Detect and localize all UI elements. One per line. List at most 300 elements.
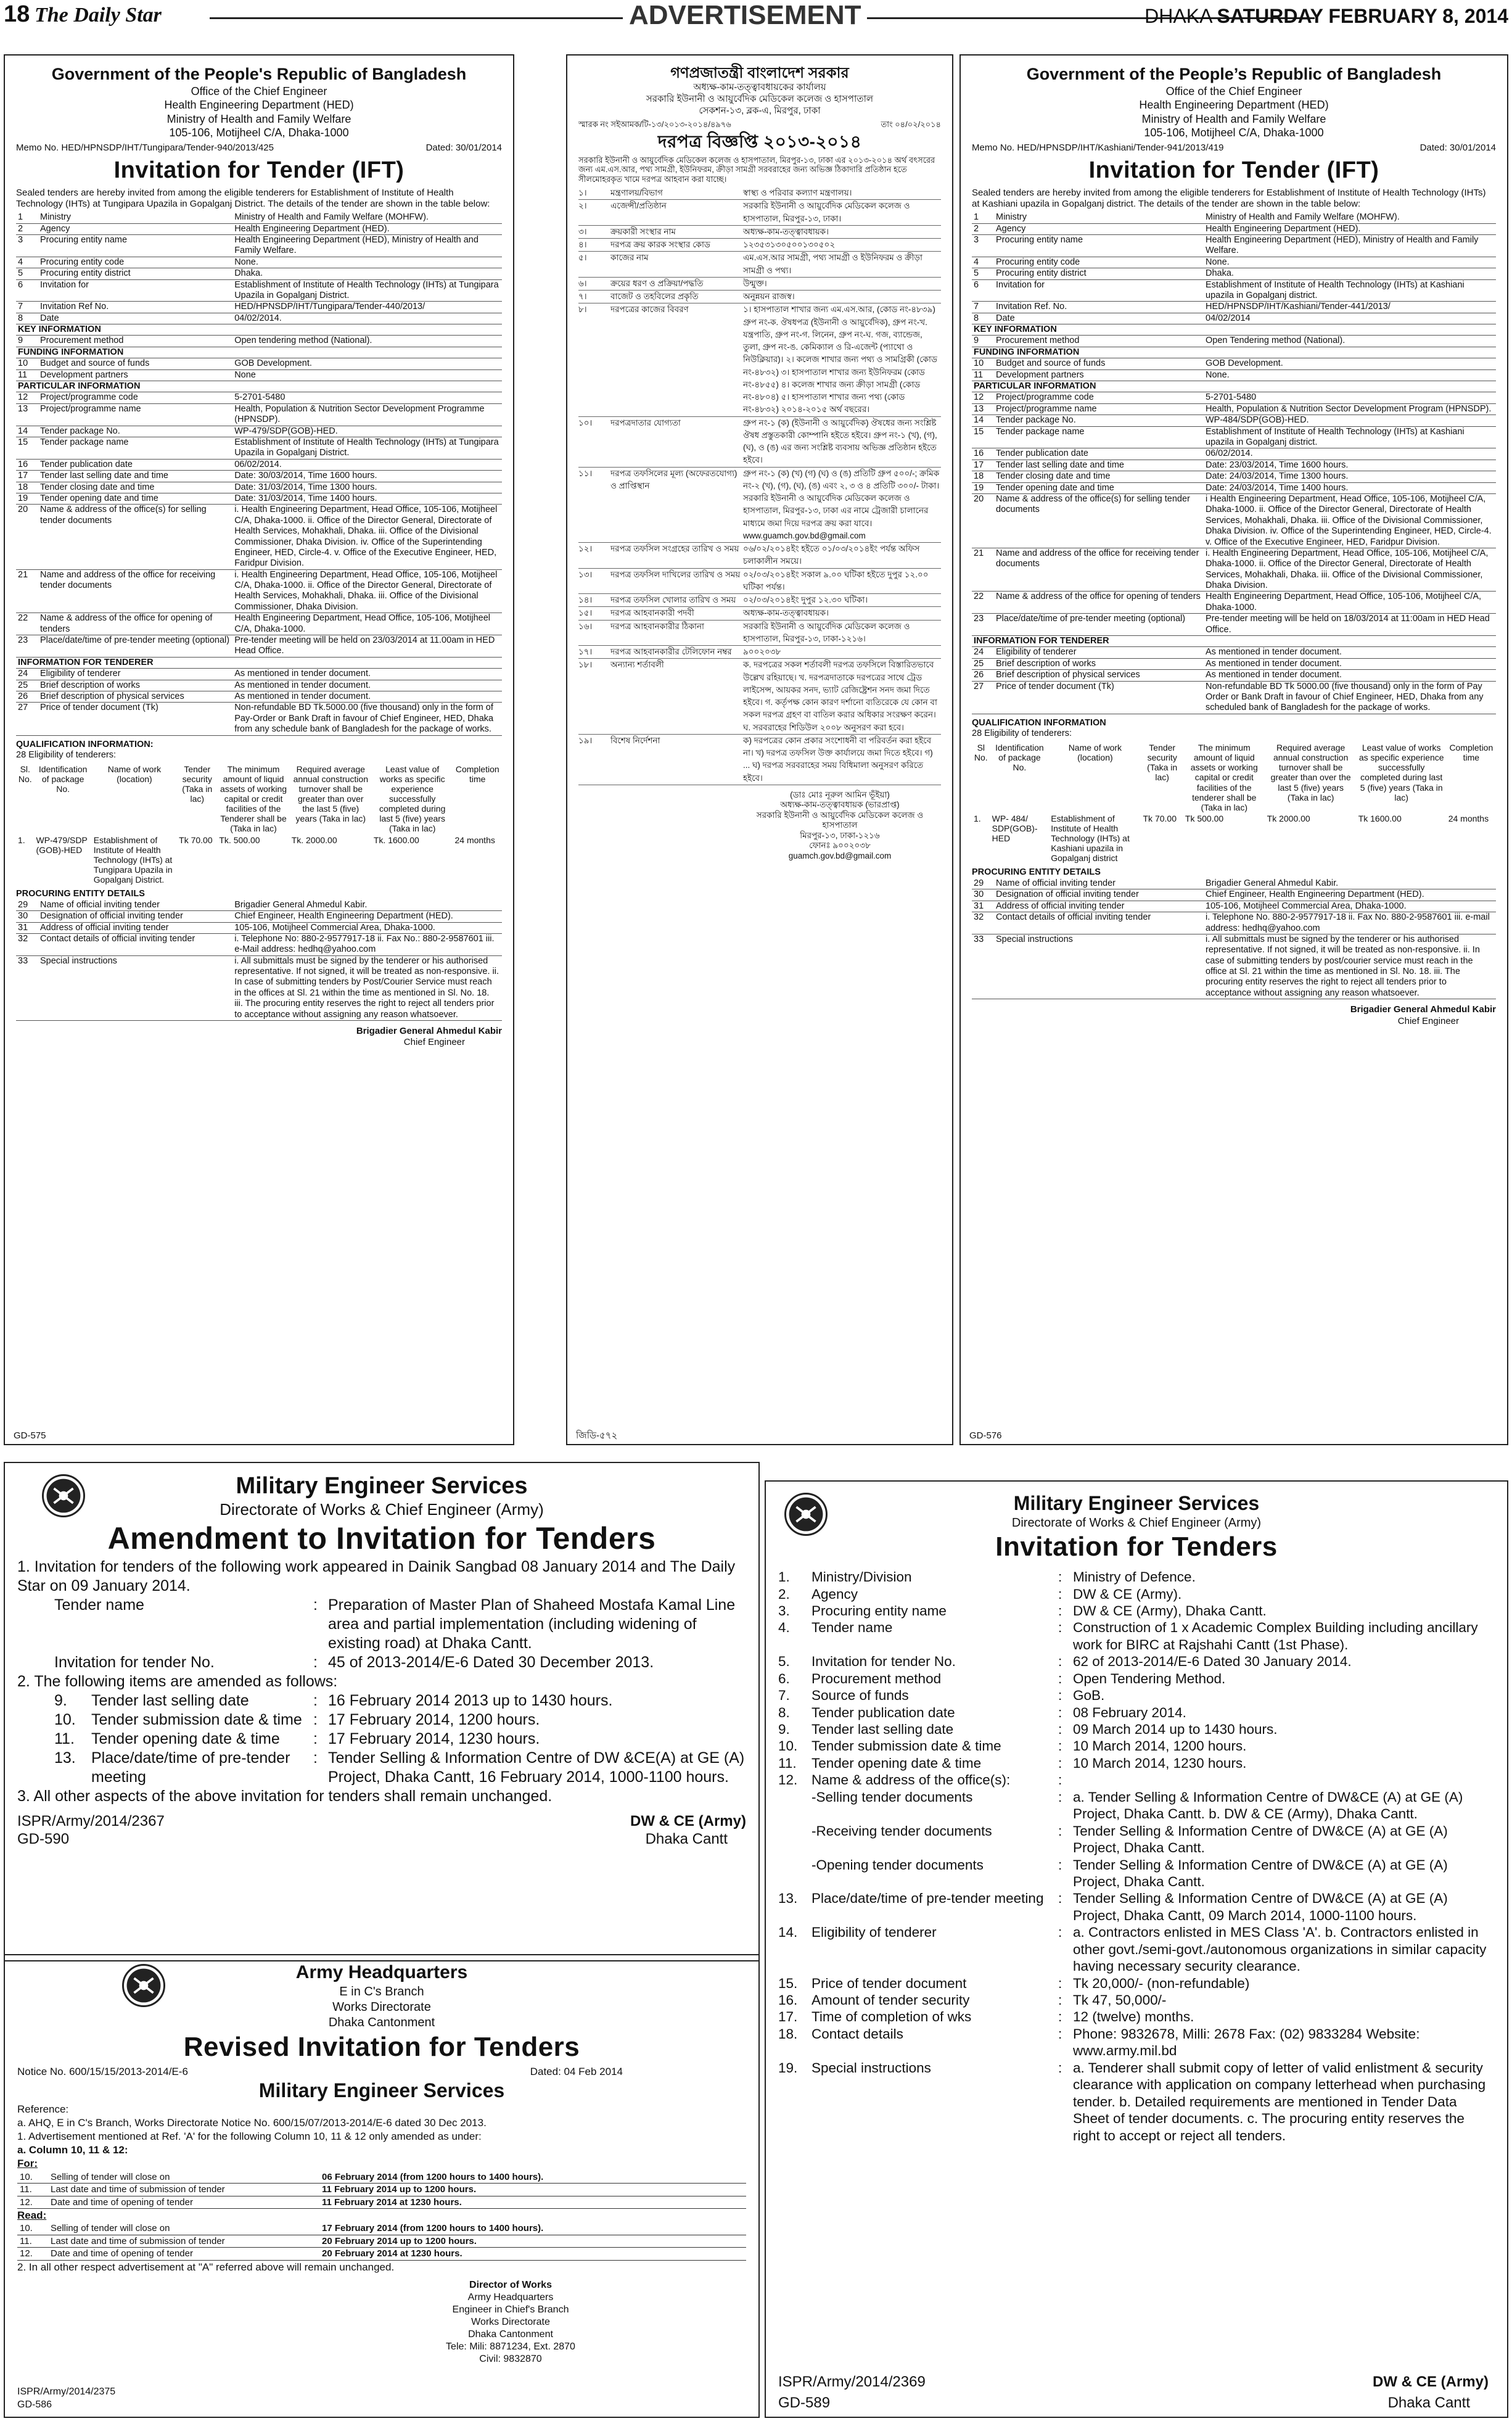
row-label: Name & address of the office(s) for selling tender documents [38,505,232,569]
item-number: 3. [778,1602,790,1619]
ad5-signature: Director of Works Army Headquarters Engineer in Chief's Branch Works Directorate Dhaka Cantonment Tele: Mili: 8871234, Ext. 2870 Civil: 9832870 [446,2279,575,2364]
item-label: Tender name [811,1620,893,1636]
item-label: দরপত্র তফসিল খোলার তারিখ ও সময় [610,595,736,605]
ad5-footer: ISPR/Army/2014/2375 GD-586 [17,2386,116,2411]
item-value: 17 February 2014, 1200 hours. [328,1711,540,1729]
row-label: Contact details of official inviting tender [38,933,232,955]
item-number: 13. [54,1749,76,1767]
item-number: 4. [778,1620,790,1636]
row-label: Procurement method [38,336,232,347]
row-value: i. Telephone No: 880-2-9577917-18 ii. Fax No.: 880-2-9587601 iii. e-Mail address: hedhq@yahoo.com [232,933,502,955]
section-heading: KEY INFORMATION [16,324,502,336]
row-number: 16 [972,448,994,460]
ad5-sub: Military Engineer Services [258,2079,505,2101]
row-value: Health, Population & Nutrition Sector Development Programme (HPNSDP). [232,403,502,426]
item-number: ৮। [578,305,587,315]
row-number: 1 [16,212,38,223]
qual-header-row [972,742,1496,813]
issue-date: DHAKA SATURDAY FEBRUARY 8, 2014 [1144,5,1508,27]
table-row [16,493,502,504]
row-number: 27 [972,681,994,714]
row-number: 17 [972,460,994,471]
row-label: Brief description of physical services [38,691,232,702]
item-colon: : [313,1730,318,1748]
row-value: GOB Development. [232,358,502,369]
table-row [972,681,1496,714]
list-item [578,200,941,226]
row-value: 20 February 2014 at 1230 hours. [319,2248,746,2261]
table-row [16,505,502,569]
ift-item [778,1586,1495,1602]
table-row [17,2235,746,2248]
list-item [578,252,941,278]
ad1-qual-28: 28 Eligibility of tenderers: [16,750,116,761]
item-label: কাজের নাম [610,253,649,263]
ad1-signer: Brigadier General Ahmedul Kabir [356,1026,502,1037]
row-number: 23 [972,614,994,636]
ad1-intro: Sealed tenders are hereby invited from among the eligible tenderers for Establishment of Institute of Health Technology (IHTs) at Tungipara Upazila in Gopalganj District. The details of the tender are shown in the table below: [16,187,490,209]
ad3-procuring-table [972,878,1496,999]
row-number: 33 [16,955,38,1020]
row-number: 2 [16,223,38,234]
item-value: Construction of 1 x Academic Complex Building including ancillary work for BIRC at Rajshahi Cantt (1st Phase). [1073,1620,1478,1652]
item-colon: : [1058,1789,1062,1805]
ift-item [778,1992,1495,2008]
item-label: Tender submission date & time [811,1738,1001,1754]
row-value: As mentioned in tender document. [232,691,502,702]
row-label: Tender last selling date and time [38,471,232,482]
item-label: Tender opening date & time [811,1755,982,1771]
ad3-sub1: Office of the Chief Engineer [1165,85,1302,97]
row-label: Project/programme name [38,403,232,426]
item-value: Ministry of Defence. [1073,1569,1196,1585]
list-item [578,187,941,200]
ad3-sub4: 105-106, Motijheel C/A, Dhaka-1000 [1144,126,1324,139]
row-value: Brigadier General Ahmedul Kabir. [232,900,502,911]
row-number: 26 [972,670,994,681]
table-row [16,691,502,702]
qual-cell: Tk 500.00 [1185,813,1224,823]
item-colon: : [313,1749,318,1767]
item-value: ৯০০২০৩৮ [743,647,781,657]
ad4-title: Military Engineer Services [236,1473,528,1499]
army-emblem-icon [122,1964,165,2007]
item-colon: : [1058,2009,1062,2025]
item-label: Tender last selling date [811,1722,954,1738]
table-row [16,933,502,955]
row-number: 1 [972,212,994,223]
list-item [578,607,941,620]
row-label: Agency [994,223,1204,234]
row-number: 19 [972,482,994,493]
qual-cell: Establishment of Institute of Health Technology (IHTs) at Tungipara Upazila in Gopalganj District. [93,835,173,885]
row-value: Health Engineering Department (HED), Ministry of Health and Family Welfare. [232,234,502,257]
item-label: Special instructions [811,2060,931,2076]
item-colon: : [313,1711,318,1729]
table-row [16,471,502,482]
item-label: -Selling tender documents [811,1789,973,1805]
item-value: সরকারি ইউনানী ও আয়ুর্বেদিক মেডিকেল কলেজ ও হাসপাতাল, মিরপুর-১৩, ঢাকা-১২১৬। [743,621,910,643]
row-label: Name of official inviting tender [994,878,1204,889]
item-label: Tender publication date [811,1704,955,1720]
row-value: Date: 30/03/2014, Time 1600 hours. [232,471,502,482]
item-number: ১৫। [578,608,593,618]
item-number: ১৭। [578,647,593,657]
row-label: Invitation for [38,279,232,302]
ad2-signature: (ডাঃ মোঃ নূরুল আমিন ভূঁইয়া) অধ্যক্ষ-কাম-তত্ত্বাবধায়ক (ভারপ্রাপ্ত) সরকারি ইউনানী ও আয়ুর্বেদিক মেডিকেল কলেজ ও হাসপাতাল মিরপুর-১৩, ঢাকা-১২১৬ ফোনঃ ৯০০২০৩৮ guamch.gov.bd@gmail.com [756,790,924,860]
table-row [972,636,1496,647]
row-value: Establishment of Institute of Health Technology (IHTs) at Tungipara Upazila in Gopalganj District. [232,279,502,302]
row-number: 20 [16,505,38,569]
item-label: Tender submission date & time [91,1711,302,1729]
item-number: 16. [778,1992,798,2008]
row-value: Health Engineering Department (HED). [1204,223,1496,234]
row-label: Selling of tender will close on [48,2171,319,2184]
item-colon: : [1058,1722,1062,1738]
item-value [1073,1771,1495,1788]
row-label: Tender package No. [38,426,232,437]
row-number: 13 [16,403,38,426]
qual-header: Sl No. [974,743,988,763]
item-number: ১৮। [578,660,593,670]
row-label: Tender closing date and time [38,482,232,493]
row-value: 11 February 2014 up to 1200 hours. [319,2184,746,2196]
ad5-s2: Works Directorate [332,2000,431,2014]
row-value: Chief Engineer, Health Engineering Department (HED). [232,911,502,922]
table-row [16,669,502,680]
item-value: Tk 47, 50,000/- [1073,1992,1167,2008]
row-value: Open Tendering method (National). [1204,336,1496,347]
ad3-qualification-table [972,742,1496,864]
table-row [17,2222,746,2235]
ad4-heading: Amendment to Invitation for Tenders [107,1521,656,1556]
ad1-heading: Invitation for Tender (IFT) [113,157,405,184]
row-label: Special instructions [38,955,232,1020]
item-label: দরপত্র তফসিল সংগ্রহের তারিখ ও সময় [610,544,739,554]
item-number: 10. [778,1738,798,1754]
table-row [16,403,502,426]
row-number: 11 [972,369,994,381]
ift-item [778,1687,1495,1704]
table-row [972,212,1496,223]
row-label: Name & address of the office for opening of tenders [38,613,232,635]
item-colon: : [313,1692,318,1710]
table-row [16,268,502,279]
row-number: 32 [16,933,38,955]
table-row [16,955,502,1020]
ad1-sub2: Health Engineering Department (HED) [164,99,354,112]
row-label: Tender last selling date and time [994,460,1204,471]
row-label: Procuring entity code [38,257,232,268]
item-colon: : [1058,1755,1062,1771]
item-colon: : [1058,1823,1062,1839]
row-number: 10 [16,358,38,369]
list-item [578,303,941,416]
row-value: WP-484/SDP(GOB)-HED. [1204,415,1496,426]
row-number: 20 [972,493,994,548]
item-number: 8. [778,1704,790,1720]
row-number: 9 [972,336,994,347]
item-value: 16 February 2014 2013 up to 1430 hours. [328,1692,613,1710]
page-number: 18 [4,1,30,27]
item-value: সরকারি ইউনানী ও আয়ুর্বেদিক মেডিকেল কলেজ ও হাসপাতাল, মিরপুর-১৩, ঢাকা। [743,201,910,223]
ad2-title: গণপ্রজাতন্ত্রী বাংলাদেশ সরকার [670,65,849,81]
row-value: None [232,369,502,381]
qual-header: Identification of package No. [995,743,1044,773]
row-label: Ministry [994,212,1204,223]
row-number: 18 [16,482,38,493]
item-label: দরপত্রের কাজের বিবরণ [610,305,689,315]
ad1-procuring-table [16,900,502,1021]
table-row [972,257,1496,268]
item-colon: : [1058,1586,1062,1602]
ift-item [778,1602,1495,1619]
ad5-title: Army Headquarters [295,1962,468,1982]
qual-cell: 24 months [454,835,495,845]
item-label: দরপত্র আহবানকারীর ঠিকানা [610,621,704,631]
table-row [972,347,1496,358]
row-value: As mentioned in tender document. [1204,670,1496,681]
ad1-sub1: Office of the Chief Engineer [191,85,327,97]
table-row [16,381,502,392]
item-label: ক্রয়ের ধরণ ও প্রক্রিয়া/পদ্ধতি [610,278,704,288]
qual-header: Completion time [1449,743,1494,763]
ad-army-hq-revised [4,1954,760,2418]
row-value: Open tendering method (National). [232,336,502,347]
row-label: Tender package No. [994,415,1204,426]
list-item [578,621,941,646]
qual-data-row [972,813,1496,864]
item-colon: : [1058,1738,1062,1754]
item-number [778,1823,811,1857]
item-spacer [17,1691,54,1710]
item-label: বিশেষ নির্দেশনা [610,735,660,745]
section-heading: INFORMATION FOR TENDERER [972,636,1496,647]
ift-item [778,1890,1495,1924]
ad5-for-table [17,2171,746,2209]
qual-cell: 1. [18,835,25,845]
row-value: GOB Development. [1204,358,1496,369]
item-colon: : [1058,1924,1062,1941]
item-number: 2. [778,1586,790,1602]
ift-item [778,1755,1495,1771]
item-value: অধ্যক্ষ-কাম-তত্ত্বাবধায়ক। [743,226,829,236]
item-value: 09 March 2014 up to 1430 hours. [1073,1722,1278,1738]
row-number: 32 [972,912,994,934]
item-value: Tender Selling & Information Centre of DW&CE (A) at GE (A) Project, Dhaka Cantt. [1073,1823,1448,1856]
row-value: 17 February 2014 (from 1200 hours to 1400 hours). [319,2222,746,2235]
row-value: Brigadier General Ahmedul Kabir. [1204,878,1496,889]
ad-mes-ift [765,1480,1508,2418]
item-label: অন্যান্য শর্তাবলী [610,660,664,670]
item-value: অনুন্নয়ন রাজস্ব। [743,292,795,302]
item-colon: : [1058,1602,1062,1619]
row-number: 21 [16,569,38,613]
ad3-code: GD-576 [969,1430,1002,1441]
item-number: ৪। [578,240,587,250]
item-number [778,1857,811,1891]
row-value: As mentioned in tender document. [1204,647,1496,658]
row-value: Date: 24/03/2014, Time 1300 hours. [1204,471,1496,482]
item-number: ২। [578,201,587,211]
ift-item [778,1771,1495,1788]
ad1-signer-title: Chief Engineer [403,1037,465,1048]
row-label: Invitation Ref. No. [994,302,1204,313]
ad1-sub4: 105-106, Motijheel C/A, Dhaka-1000 [169,126,349,139]
table-row [16,336,502,347]
item-label: Place/date/time of pre-tender meeting [811,1891,1044,1907]
table-row [17,2171,746,2184]
item-label: Price of tender document [811,1975,967,1991]
ift-item [778,1569,1495,1585]
ift-item [778,1704,1495,1721]
row-label: Budget and source of funds [994,358,1204,369]
qual-header: Tender security (Taka in lac) [182,764,213,804]
item-colon: : [1058,1992,1062,2008]
item-colon: : [1058,1688,1062,1704]
page-header [0,0,1512,31]
qual-header: The minimum amount of liquid assets or working capital or credit facilities of the tenderer shall be (Taka in lac) [1190,743,1258,812]
item-value: ক. দরপত্রের সকল শর্তাবলী দরপত্র তফসিলে বিস্তারিতভাবে উল্লেখ রহিয়াছে। খ. দরপত্রদাতাকে দরপত্রের সাথে ট্রেড লাইসেন্স, আয়কর সনদ, ভ্যাট রেজিষ্ট্রেশন সনদ জমা দিতে হইবে। গ. কর্তৃপক্ষ কোন কারণ দর্শানো ব্যতিরেকে যে কোন বা সকল দরপত্র গ্রহণ বা বাতিল করার অধিকার সংরক্ষণ করেন। ঘ. সরবরাহের শিডিউল ২০০৮ অনুসরণ করা হবে। [743,660,937,732]
item-number: ১৬। [578,621,593,631]
row-value: Establishment of Institute of Health Technology (IHTs) at Tungipara Upazila in Gopalganj District. [232,437,502,460]
ift-item [778,1924,1495,1974]
ad2-sub1: অধ্যক্ষ-কাম-তত্ত্বাবধায়কের কার্যালয় [693,82,826,93]
ad3-signer: Brigadier General Ahmedul Kabir [1350,1004,1496,1015]
row-number: 25 [16,680,38,691]
row-value: As mentioned in tender document. [232,669,502,680]
row-value: 5-2701-5480 [1204,392,1496,403]
ift-item [778,1738,1495,1754]
table-row [972,279,1496,302]
item-value: গ্রুপ নং-১ (ক) (খ) (গ) (ঘ) ও (ঙ) প্রতিটি গ্রুপ ৫০০/-; ক্রমিক নং-২ (খ), (গ), (ঘ), (ঙ) এবং ২, ৩ ও ৪ প্রতিটি ৩০০/- টাকা। সরকারি ইউনানী ও আয়ুর্বেদিক মেডিকেল কলেজ ও হাসপাতাল, মিরপুর-১৩, ঢাকা এর নামে ট্রেজারী চালানের মাধ্যমে জমা দিয়ে দরপত্র ক্রয় করা যাবে। www.guamch.gov.bd@gmail.com [743,468,940,540]
qual-cell: Tk. 500.00 [219,835,260,845]
item-label: Name & address of the office(s): [811,1772,1011,1788]
item-label: Amount of tender security [811,1992,970,2008]
qual-cell: Tk. 2000.00 [291,835,337,845]
ift-item [778,1789,1495,1823]
ad3-sub3: Ministry of Health and Family Welfare [1141,112,1326,125]
row-number: 15 [972,426,994,448]
row-value: HED/HPNSDP/IHT/Tungipara/Tender-440/2013/ [232,302,502,313]
list-item [578,226,941,239]
row-label: Place/date/time of pre-tender meeting (optional) [994,614,1204,636]
list-item [578,646,941,659]
item-spacer [17,1730,54,1749]
qual-header: Identification of package No. [38,764,88,794]
row-label: Price of tender document (Tk) [994,681,1204,714]
table-row [972,471,1496,482]
row-value: WP-479/SDP(GOB)-HED. [232,426,502,437]
table-row [16,313,502,324]
newspaper-name: The Daily Star [35,4,162,27]
ad6-heading: Invitation for Tenders [995,1532,1278,1562]
item-number: ৬। [578,278,587,288]
item-number: ৭। [578,292,587,302]
table-row [972,878,1496,889]
row-label: Procuring entity district [994,268,1204,279]
table-row [16,347,502,358]
item-number: ১৯। [578,735,593,745]
row-label: Invitation Ref No. [38,302,232,313]
item-value: DW & CE (Army), Dhaka Cantt. [1073,1602,1267,1619]
qual-cell: WP-479/SDP (GOB)-HED [36,835,88,855]
item-value: উন্মুক্ত। [743,278,767,288]
row-label: Date and time of opening of tender [48,2196,319,2209]
row-number: 29 [972,878,994,889]
item-number: 12. [778,1772,798,1788]
item-number: ১০। [578,418,593,427]
qual-cell: Establishment of Institute of Health Technology (IHTs) at Kashiani upazila in Gopalganj district [1051,813,1130,864]
ad1-details-table [16,212,502,735]
row-value: Dhaka. [232,268,502,279]
list-item [578,543,941,569]
row-value: Health Engineering Department, Head Office, 105-106, Motijheel C/A, Dhaka-1000. [1204,592,1496,614]
item-number: 7. [778,1688,790,1704]
item-number: 14. [778,1924,798,1941]
row-label: Procuring entity name [38,234,232,257]
row-label: Development partners [38,369,232,381]
item-label: Invitation for tender No. [811,1654,956,1670]
ad6-footer: ISPR/Army/2014/2369 DW & CE (Army) [778,2373,1489,2390]
row-label: Tender opening date and time [994,482,1204,493]
row-value: None. [1204,369,1496,381]
row-label: Address of official inviting tender [994,901,1204,912]
ad6-title: Military Engineer Services [1013,1492,1260,1514]
row-number: 27 [16,703,38,735]
item-label: -Opening tender documents [811,1857,984,1873]
ad1-qualification-table [16,764,502,885]
item-value: Tk 20,000/- (non-refundable) [1073,1975,1250,1991]
ad1-qual-title: QUALIFICATION INFORMATION: [16,739,154,749]
table-row [16,324,502,336]
ad-unani-tender [566,54,953,1445]
row-value: Date: 24/03/2014, Time 1400 hours. [1204,482,1496,493]
row-value: As mentioned in tender document. [232,680,502,691]
row-label: Designation of official inviting tender [994,889,1204,901]
row-label: Tender package name [38,437,232,460]
item-number: ১৩। [578,569,593,579]
qual-header: Least value of works as specific experience successfully completed during last 5 (five) years (Taka in lac) [1358,743,1444,802]
row-label: Address of official inviting tender [38,922,232,933]
row-value: Health Engineering Department (HED). [232,223,502,234]
row-value: None. [232,257,502,268]
table-row [972,358,1496,369]
item-label: দরপত্র তফসিলের মূল্য (অফেরতযোগ্য) ও প্রাপ্তিস্থান [610,468,738,490]
table-row [972,934,1496,999]
row-label: Tender closing date and time [994,471,1204,482]
row-number: 11. [17,2235,48,2248]
item-label: ক্রয়কারী সংস্থার নাম [610,226,676,236]
table-row [972,901,1496,912]
item-spacer [17,1710,54,1730]
table-row [972,482,1496,493]
item-label: Ministry/Division [811,1569,912,1585]
row-value: i. All submittals must be signed by the tenderer or his authorised representative. If not signed, it will be treated as non-responsive. ii. In case of submitting tenders by post/courier service must reach in the office at Sl. 21 within the time as mentioned in Sl. No. 18. iii. The procuring entity reserves the right to reject all tenders prior to acceptance without assigning any reason whatsoever. [1204,934,1496,999]
row-number: 15 [16,437,38,460]
row-number: 11. [17,2184,48,2196]
qual-header: Name of work (location) [107,764,162,785]
table-row [16,358,502,369]
row-value: None. [1204,257,1496,268]
item-value: ক) দরপত্রের কোন প্রকার সংশোধনী বা পরিবর্তন করা হইবে না। খ) দরপত্র তফসিল উক্ত কার্যালয়ে জমা দিতে হইবে। গ) ... ঘ) দরপত্র সরবরাহের সময় বিধিমালা অনুসরণ করিতে হইবে। [743,735,933,783]
row-label: Procuring entity name [994,234,1204,257]
row-value: 20 February 2014 up to 1200 hours. [319,2235,746,2248]
table-row [16,900,502,911]
row-label: Tender package name [994,426,1204,448]
table-row [16,459,502,470]
table-row [16,922,502,933]
